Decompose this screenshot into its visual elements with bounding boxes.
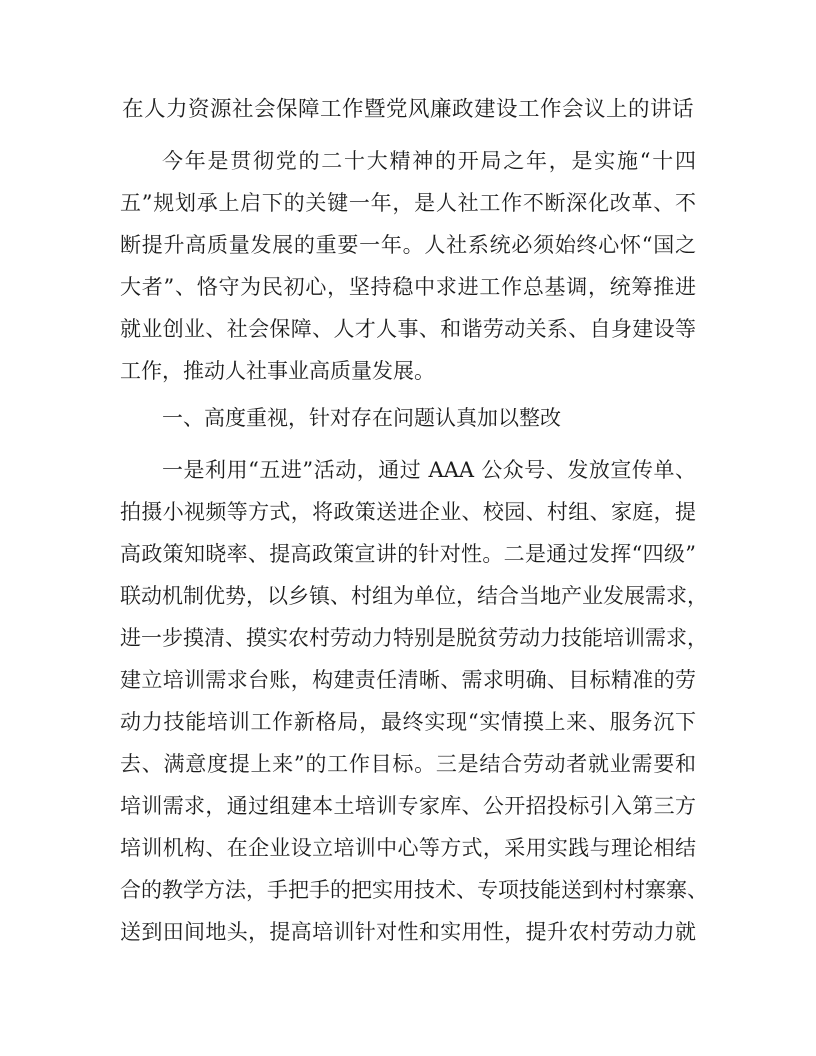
text-line: 今年是贯彻党的二十大精神的开局之年，是实施“十四 — [162, 149, 696, 173]
heading-line: 一、高度重视，针对存在问题认真加以整改 — [162, 406, 561, 430]
document-title: 在人力资源社会保障工作暨党风廉政建设工作会议上的讲话 — [121, 97, 694, 122]
section-heading — [120, 397, 696, 439]
text-line: 就业创业、社会保障、人才人事、和谐劳动关系、自身建设等 — [120, 317, 696, 341]
text-line: 动力技能培训工作新格局，最终实现“实情摸上来、服务沉下 — [120, 710, 696, 734]
text-line: 断提升高质量发展的重要一年。人社系统必须始终心怀“国之 — [120, 233, 696, 257]
text-line: 联动机制优势，以乡镇、村组为单位，结合当地产业发展需求， — [120, 584, 708, 608]
document-body — [120, 140, 708, 953]
text-line: 去、满意度提上来”的工作目标。三是结合劳动者就业需要和 — [120, 752, 696, 776]
text-line: 培训机构、在企业设立培训中心等方式，采用实践与理论相结 — [120, 836, 696, 860]
text-line: 大者”、恪守为民初心，坚持稳中求进工作总基调，统筹推进 — [120, 275, 696, 299]
text-line: 五”规划承上启下的关键一年，是人社工作不断深化改革、不 — [120, 191, 696, 215]
text-line: 合的教学方法，手把手的把实用技术、专项技能送到村村寨寨、 — [120, 878, 708, 902]
text-line: 建立培训需求台账，构建责任清晰、需求明确、目标精准的劳 — [120, 668, 696, 692]
paragraph — [120, 140, 696, 392]
text-line: 培训需求，通过组建本土培训专家库、公开招投标引入第三方 — [120, 794, 696, 818]
text-line: 拍摄小视频等方式，将政策送进企业、校园、村组、家庭，提 — [120, 500, 696, 524]
text-line: 高政策知晓率、提高政策宣讲的针对性。二是通过发挥“四级” — [120, 542, 696, 566]
text-line: 送到田间地头，提高培训针对性和实用性，提升农村劳动力就 — [120, 920, 696, 944]
text-line: 进一步摸清、摸实农村劳动力特别是脱贫劳动力技能培训需求， — [120, 626, 708, 650]
paragraph — [120, 449, 708, 953]
text-line: 一是利用“五进”活动，通过 AAA 公众号、发放宣传单、 — [162, 458, 696, 482]
text-line: 工作，推动人社事业高质量发展。 — [120, 359, 435, 383]
